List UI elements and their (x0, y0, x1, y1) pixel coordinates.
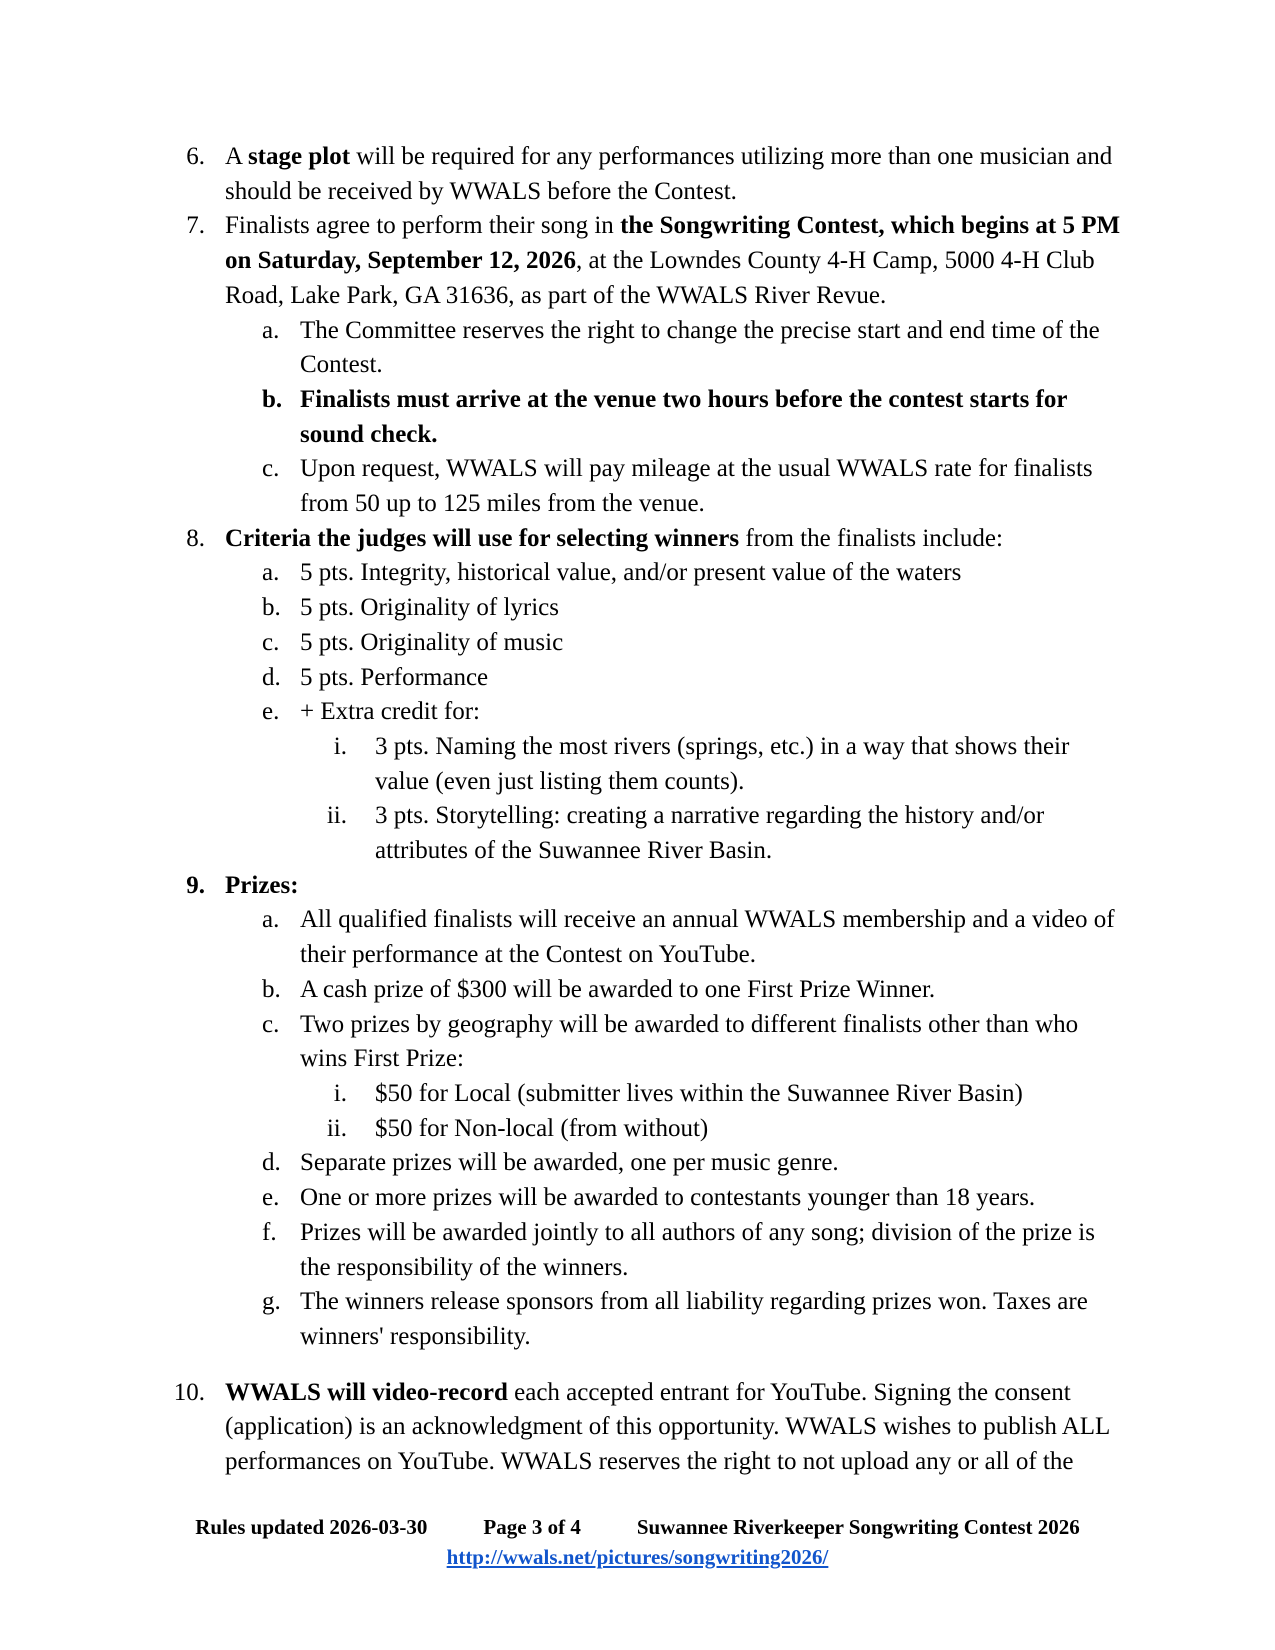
list-item (150, 1216, 1190, 1285)
text-line: One or more prizes will be awarded to contestants younger than 18 years. (300, 1184, 1036, 1212)
list-item-text (225, 209, 1190, 313)
list-marker: c. (262, 628, 280, 656)
text-line: sound check. (300, 420, 438, 448)
list-marker: e. (262, 1184, 280, 1212)
text-line: should be received by WWALS before the Contest. (225, 177, 737, 205)
text-line: winners' responsibility. (300, 1322, 531, 1350)
list-item-text (225, 869, 1190, 904)
text-line: 5 pts. Originality of lyrics (300, 594, 559, 622)
text-line: 5 pts. Performance (300, 663, 489, 691)
list-item (150, 522, 1190, 557)
list-item (150, 869, 1190, 904)
list-item (150, 1181, 1190, 1216)
text-line: Contest. (300, 351, 383, 379)
list-marker: c. (262, 1010, 280, 1038)
list-item-text (300, 1146, 1190, 1181)
page-footer (0, 1512, 1275, 1572)
text-line: + Extra credit for: (300, 698, 480, 726)
text-line: Finalists must arrive at the venue two hours before the contest starts for (300, 385, 1068, 413)
text-line: (application) is an acknowledgment of this opportunity. WWALS wishes to publish ALL (225, 1413, 1111, 1441)
list-item-text (300, 1181, 1190, 1216)
list-item (150, 1146, 1190, 1181)
text-line: WWALS will video-record each accepted entrant for YouTube. Signing the consent (225, 1378, 1071, 1406)
text-line: A stage plot will be required for any performances utilizing more than one musician and (225, 143, 1113, 170)
list-marker: a. (262, 559, 280, 587)
list-item (150, 799, 1190, 868)
list-item-text (300, 383, 1190, 452)
list-item-text (300, 452, 1190, 521)
list-item (150, 556, 1190, 591)
text-line: performances on YouTube. WWALS reserves the right to not upload any or all of the (225, 1448, 1074, 1476)
list-marker: d. (262, 663, 281, 691)
text-line: A cash prize of $300 will be awarded to one First Prize Winner. (300, 975, 936, 1003)
rules-list (150, 140, 1190, 1480)
list-marker: a. (262, 906, 280, 934)
footer-doc-title: Suwannee Riverkeeper Songwriting Contest 2026 (636, 1515, 1080, 1539)
text-line: Upon request, WWALS will pay mileage at the usual WWALS rate for finalists (300, 455, 1093, 483)
list-marker: a. (262, 316, 280, 344)
list-marker: 7. (186, 212, 205, 240)
footer-hyperlink[interactable]: http://wwals.net/pictures/songwriting2026/ (446, 1545, 829, 1569)
list-marker: b. (262, 594, 281, 622)
text-line: Prizes: (225, 871, 299, 899)
text-line: the responsibility of the winners. (300, 1253, 629, 1281)
list-item (150, 626, 1190, 661)
list-marker: c. (262, 455, 280, 483)
footer-info-line (0, 1512, 1275, 1542)
list-marker: f. (262, 1218, 277, 1246)
text-line: Finalists agree to perform their song in the Songwriting Contest, which begins at 5 PM (225, 212, 1121, 240)
text-line: The winners release sponsors from all liability regarding prizes won. Taxes are (300, 1288, 1088, 1316)
list-item (150, 695, 1190, 730)
list-item (150, 383, 1190, 452)
list-item (150, 452, 1190, 521)
list-item-text (375, 1112, 1190, 1147)
list-marker: e. (262, 698, 280, 726)
footer-link-line (0, 1542, 1275, 1572)
list-item (150, 973, 1190, 1008)
list-item-text (300, 626, 1190, 661)
list-item-text (225, 140, 1190, 209)
list-item-text (300, 903, 1190, 972)
list-item (150, 591, 1190, 626)
text-line: 5 pts. Integrity, historical value, and/or present value of the waters (300, 559, 962, 587)
footer-page-number: Page 3 of 4 (483, 1515, 581, 1539)
text-line: The Committee reserves the right to change the precise start and end time of the (300, 316, 1100, 344)
list-marker: i. (333, 1079, 347, 1107)
list-item (150, 209, 1190, 313)
list-marker: b. (262, 385, 283, 413)
list-item-text (375, 730, 1190, 799)
list-item-text (375, 799, 1190, 868)
text-line: Separate prizes will be awarded, one per music genre. (300, 1149, 839, 1177)
text-line: Two prizes by geography will be awarded to different finalists other than who (300, 1010, 1079, 1038)
list-item (150, 1376, 1190, 1480)
list-item-text (375, 1077, 1190, 1112)
list-marker: 9. (186, 871, 205, 899)
list-item (150, 140, 1190, 209)
list-marker: i. (333, 732, 347, 760)
list-marker: ii. (326, 802, 347, 830)
list-item (150, 1112, 1190, 1147)
text-line: on Saturday, September 12, 2026, at the Lowndes County 4-H Camp, 5000 4-H Club (225, 247, 1095, 275)
list-marker: g. (262, 1288, 281, 1316)
text-line: wins First Prize: (300, 1045, 464, 1073)
text-line: attributes of the Suwannee River Basin. (375, 837, 773, 865)
list-item-text (225, 1376, 1190, 1480)
text-line: from 50 up to 125 miles from the venue. (300, 490, 705, 518)
list-item-text (300, 973, 1190, 1008)
list-marker: 10. (173, 1378, 205, 1406)
list-marker: 8. (186, 524, 205, 552)
list-item (150, 1285, 1190, 1354)
list-item-text (300, 661, 1190, 696)
list-item (150, 314, 1190, 383)
text-line: Road, Lake Park, GA 31636, as part of the WWALS River Revue. (225, 281, 887, 309)
text-line: All qualified finalists will receive an annual WWALS membership and a video of (300, 906, 1115, 934)
list-item (150, 661, 1190, 696)
list-item (150, 1077, 1190, 1112)
list-item (150, 730, 1190, 799)
list-item (150, 1008, 1190, 1077)
list-marker: 6. (186, 143, 205, 170)
text-line: value (even just listing them counts). (375, 767, 745, 795)
text-line: Prizes will be awarded jointly to all authors of any song; division of the prize is (300, 1218, 1095, 1246)
list-item-text (300, 1216, 1190, 1285)
list-item-text (300, 1285, 1190, 1354)
list-marker: b. (262, 975, 281, 1003)
list-item-text (300, 1008, 1190, 1077)
list-item-text (300, 556, 1190, 591)
list-marker: ii. (326, 1114, 347, 1142)
text-line: Criteria the judges will use for selecting winners from the finalists include: (225, 524, 1003, 552)
text-line: 3 pts. Storytelling: creating a narrative regarding the history and/or (375, 802, 1045, 830)
list-item-text (300, 695, 1190, 730)
list-marker: d. (262, 1149, 281, 1177)
text-line: $50 for Local (submitter lives within the Suwannee River Basin) (375, 1079, 1023, 1107)
list-item-text (300, 314, 1190, 383)
text-line: 3 pts. Naming the most rivers (springs, etc.) in a way that shows their (375, 732, 1070, 760)
list-item-text (225, 522, 1190, 557)
text-line: $50 for Non-local (from without) (375, 1114, 709, 1142)
text-line: 5 pts. Originality of music (300, 628, 564, 656)
footer-rules-updated: Rules updated 2026-03-30 (195, 1515, 428, 1539)
list-item (150, 903, 1190, 972)
list-item-text (300, 591, 1190, 626)
text-line: their performance at the Contest on YouTube. (300, 941, 756, 969)
